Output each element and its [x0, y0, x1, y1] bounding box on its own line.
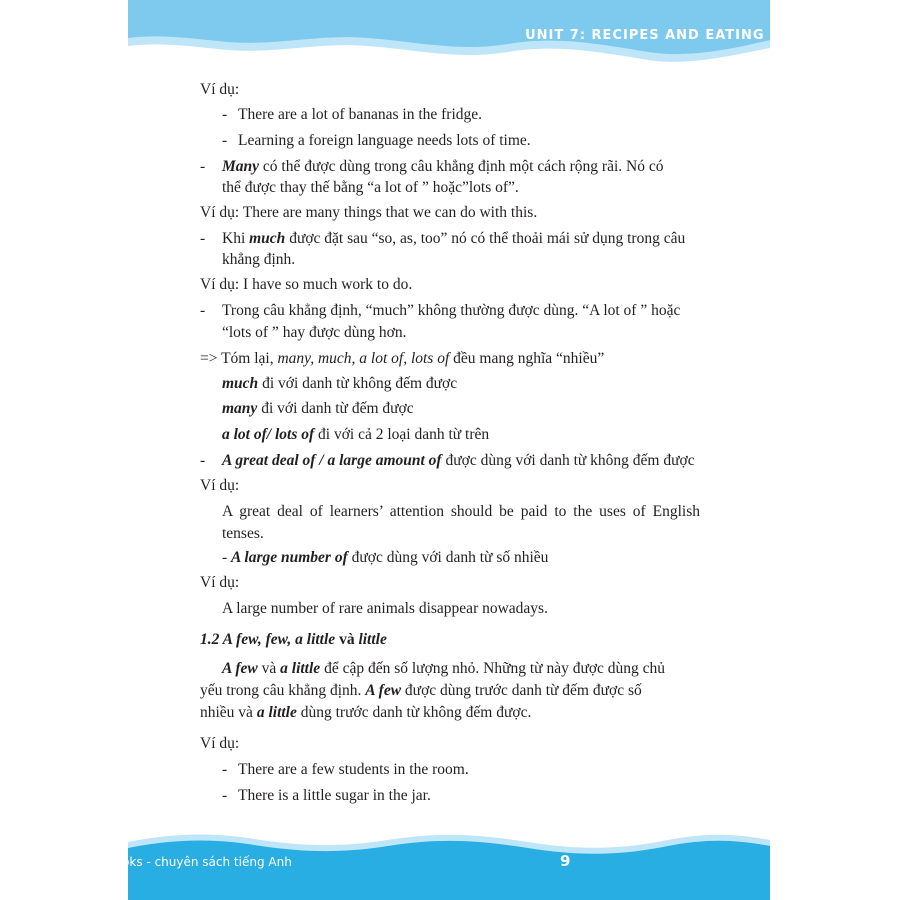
example-sentence: There are a few students in the room. [238, 761, 469, 778]
keyword: A few [365, 682, 402, 699]
example-label: Ví dụ: [200, 81, 240, 98]
summary-keywords: many, much, a lot of, lots of [277, 350, 450, 367]
paragraph-line [222, 659, 665, 679]
summary-item [222, 399, 414, 419]
example-label: Ví dụ: [200, 477, 240, 494]
bullet-dash: - [222, 787, 228, 804]
keyword: Many [222, 158, 260, 175]
rule-line [222, 157, 663, 177]
unit-title: UNIT 7: RECIPES AND EATING HABITS [525, 28, 830, 43]
paragraph-line [200, 681, 642, 701]
summary-text: đi với danh từ không đếm được [258, 375, 458, 392]
example-sentence: A large number of rare animals disappear nowadays. [222, 600, 548, 617]
rule-line: khẳng định. [222, 251, 296, 268]
example-sentence: There are a lot of bananas in the fridge. [238, 106, 483, 123]
example-label: Ví dụ: [200, 574, 240, 591]
rule-line: thể được thay thế bằng “a lot of ” hoặc”lots of”. [222, 179, 519, 196]
summary-item [222, 425, 489, 445]
keyword: A large number of [231, 549, 348, 566]
paragraph-text: và [257, 660, 281, 677]
example-line: Ví dụ: I have so much work to do. [200, 276, 413, 293]
example-sentence: Learning a foreign language needs lots of time. [238, 132, 531, 149]
footer-brand: minhthangbooks - chuyên sách tiếng Anh [42, 855, 292, 869]
paragraph-text: để cập đến số lượng nhỏ. Những từ này được dùng chủ [320, 660, 666, 677]
summary-text: đi với danh từ đếm được [257, 400, 414, 417]
keyword: a little [280, 660, 321, 677]
section-heading [200, 630, 387, 650]
bullet-dash: - [200, 302, 206, 319]
bullet-dash: - [200, 230, 206, 247]
rule-text: được dùng với danh từ không đếm được [441, 452, 695, 469]
rule-text: Khi [222, 230, 250, 247]
rule-text: được dùng với danh từ số nhiều [347, 549, 549, 566]
rule-line [222, 229, 685, 249]
paragraph-text: được dùng trước danh từ đếm được số [401, 682, 642, 699]
keyword: a lot of/ lots of [222, 426, 315, 443]
bullet-dash: - [222, 761, 228, 778]
bullet-dash: - [200, 452, 206, 469]
keyword: much [249, 230, 286, 247]
keyword: much [222, 375, 259, 392]
heading-text: và [335, 631, 359, 648]
keyword: many [222, 400, 258, 417]
keyword: A great deal of / a large amount of [222, 452, 442, 469]
rule-line [222, 548, 548, 568]
rule-line: “lots of ” hay được dùng hơn. [222, 324, 407, 341]
keyword: A few [222, 660, 258, 677]
summary-text: đi với cả 2 loại danh từ trên [314, 426, 490, 443]
rule-line: Trong câu khẳng định, “much” không thường được dùng. “A lot of ” hoặc [222, 302, 681, 319]
bullet-dash: - [200, 158, 206, 175]
paragraph-line [200, 703, 531, 723]
summary-text: đều mang nghĩa “nhiều” [449, 350, 605, 367]
rule-line [222, 451, 695, 471]
example-line: Ví dụ: There are many things that we can do with this. [200, 204, 538, 221]
example-paragraph: A great deal of learners’ attention should be paid to the uses of English tenses. [222, 503, 700, 542]
example-sentence: There is a little sugar in the jar. [238, 787, 431, 804]
example-label: Ví dụ: [200, 735, 240, 752]
bullet-dash: - [222, 132, 228, 149]
heading-keywords: 1.2 A few, few, a little [200, 631, 336, 648]
page-number: 9 [560, 852, 571, 870]
bullet-dash: - [222, 549, 232, 566]
summary-item [222, 374, 457, 394]
rule-text: được đặt sau “so, as, too” nó có thể thoải mái sử dụng trong câu [285, 230, 686, 247]
paragraph-text: yếu trong câu khẳng định. [200, 682, 366, 699]
paragraph-text: nhiều và [200, 704, 257, 721]
paragraph-text: dùng trước danh từ không đếm được. [296, 704, 532, 721]
bullet-dash: - [222, 106, 228, 123]
rule-text: có thể được dùng trong câu khẳng định một cách rộng rãi. Nó có [259, 158, 664, 175]
summary-text: => Tóm lại, [200, 350, 278, 367]
summary-line [200, 349, 604, 369]
keyword: a little [256, 704, 297, 721]
heading-keyword: little [358, 631, 387, 648]
